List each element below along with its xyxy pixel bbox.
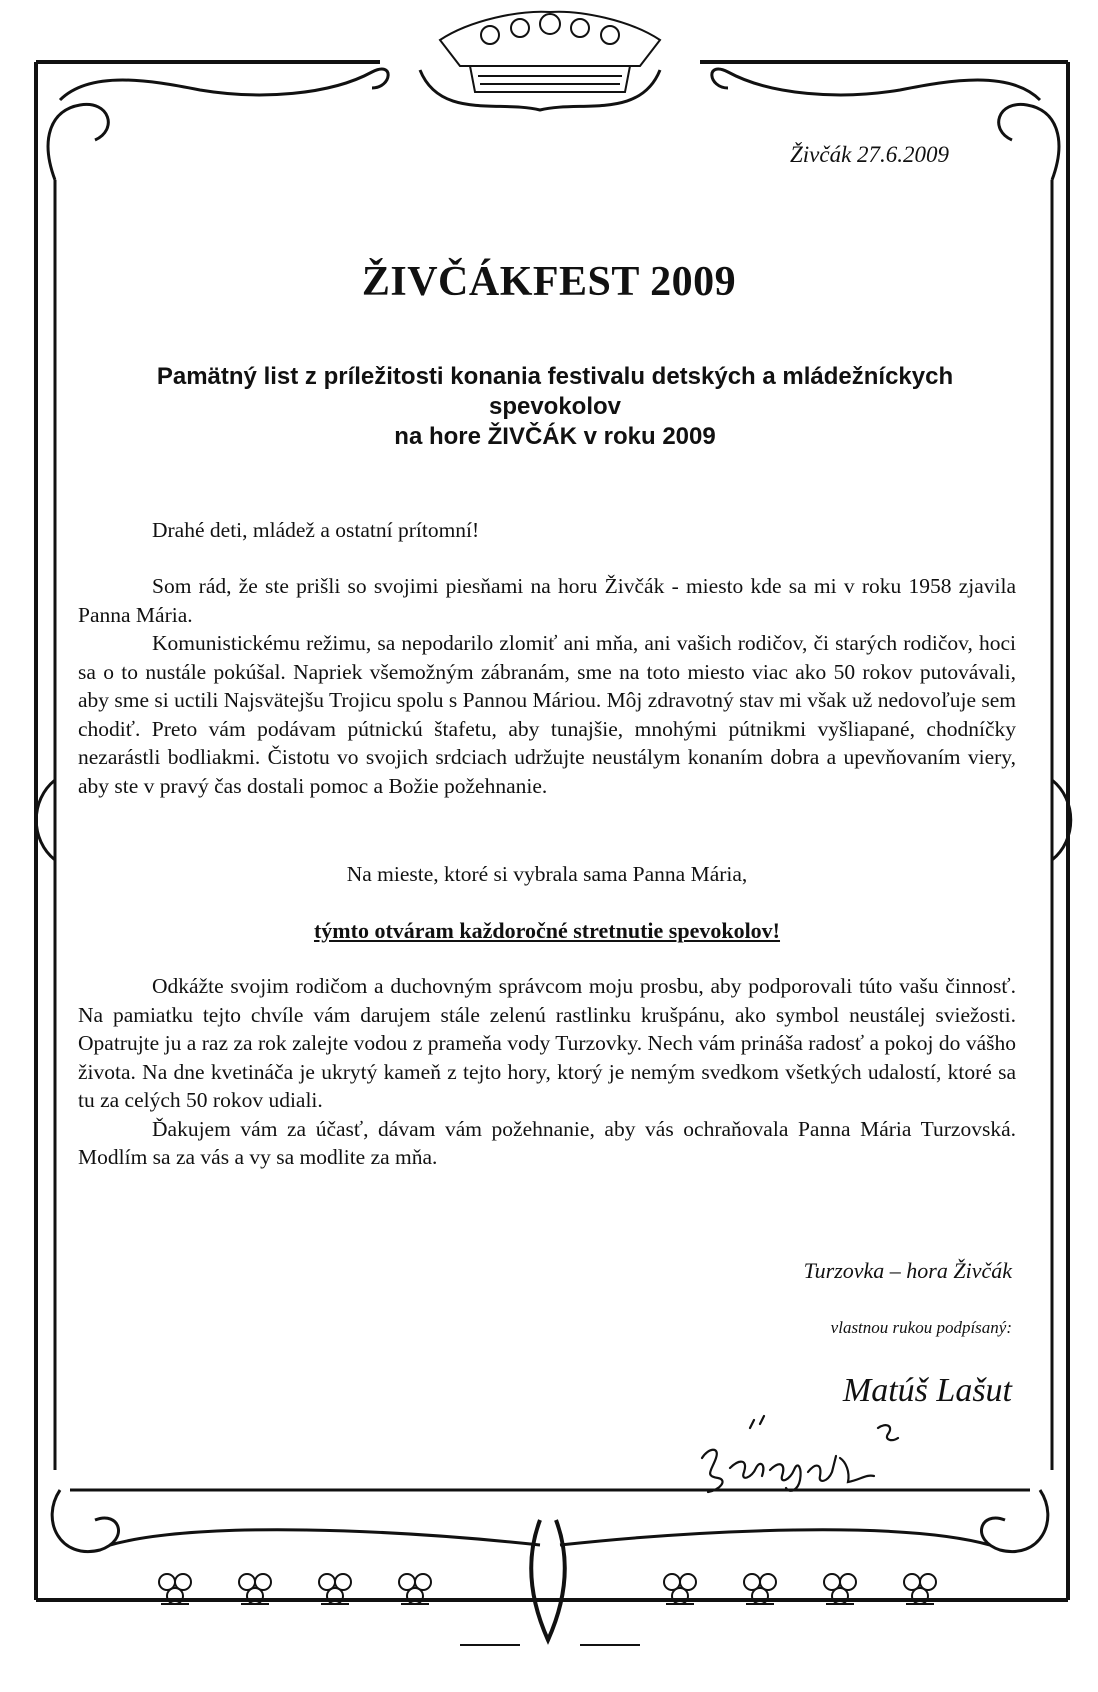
signed-by-line: vlastnou rukou podpísaný: [830,1318,1012,1337]
subtitle-line: Pamätný list z príležitosti konania festivalu detských a mládežníckych [156,363,954,390]
subtitle-line: spevokolov [488,393,622,420]
paragraph-intro [78,572,1016,800]
document-date: Živčák 27.6.2009 [790,142,950,167]
document-subtitle [120,362,990,452]
flower-basket-ornament [440,12,660,92]
place-line: Turzovka – hora Živčák [803,1258,1012,1283]
paragraph-closing [78,972,1016,1172]
paragraph-line: Odkážte svojim rodičom a duchovným správcom moju prosbu, aby podporovali túto vašu činnosť. Na pamiatku tejto chvíle vám darujem stále zelenú rastlinku krušpánu, ako symbol neustálej sviežosti. Opatrujte ju a raz za rok zalejte vodou z prameňa vody Turzovky. Nech vám prináša radosť a pokoj do vášho života. Na dne kvetináča je ukrytý kameň z tejto hory, ktorý je nemým svedkom všetkých udalostí, ktoré sa tu za celých 50 rokov udiali. [78,974,1016,1112]
signer-name: Matúš Lašut [842,1372,1012,1409]
paragraph-line: Som rád, že ste prišli so svojimi piesňami na horu Živčák - miesto kde sa mi v roku 1958 zjavila Panna Mária. [78,574,1016,627]
center-line-opening: týmto otváram každoročné stretnutie spevokolov! [313,918,781,943]
greeting: Drahé deti, mládež a ostatní prítomní! [152,518,480,542]
paragraph-line: Ďakujem vám za účasť, dávam vám požehnanie, aby vás ochraňovala Panna Mária Turzovská. Modlím sa za vás a vy sa modlite za mňa. [78,1116,1016,1169]
document-title: ŽIVČÁKFEST 2009 [361,259,737,305]
subtitle-line: na hore ŽIVČÁK v roku 2009 [394,423,716,450]
center-line-place: Na mieste, ktoré si vybrala sama Panna Mária, [346,862,748,886]
paragraph-line: Komunistickému režimu, sa nepodarilo zlomiť ani mňa, ani vašich rodičov, či starých rodičov, hoci sa o to nustále pokúšal. Napriek všemožným zábranám, sme na toto miesto viac ako 50 rokov putovávali, aby sme si uctili Najsvätejšu Trojicu spolu s Pannou Máriou. Môj zdravotný stav mi však už nedovoľuje sem chodiť. Preto vám podávam pútnickú štafetu, aby tunajšie, mnohými pútnikmi vyšliapané, chodníčky nezarástli bodliakmi. Čistotu vo svojich srdciach udržujte neustálym konaním dobra a upevňovaním viery, aby ste v pravý čas dostali pomoc a Božie požehnanie. [78,631,1016,798]
handwritten-signature [690,1398,920,1508]
